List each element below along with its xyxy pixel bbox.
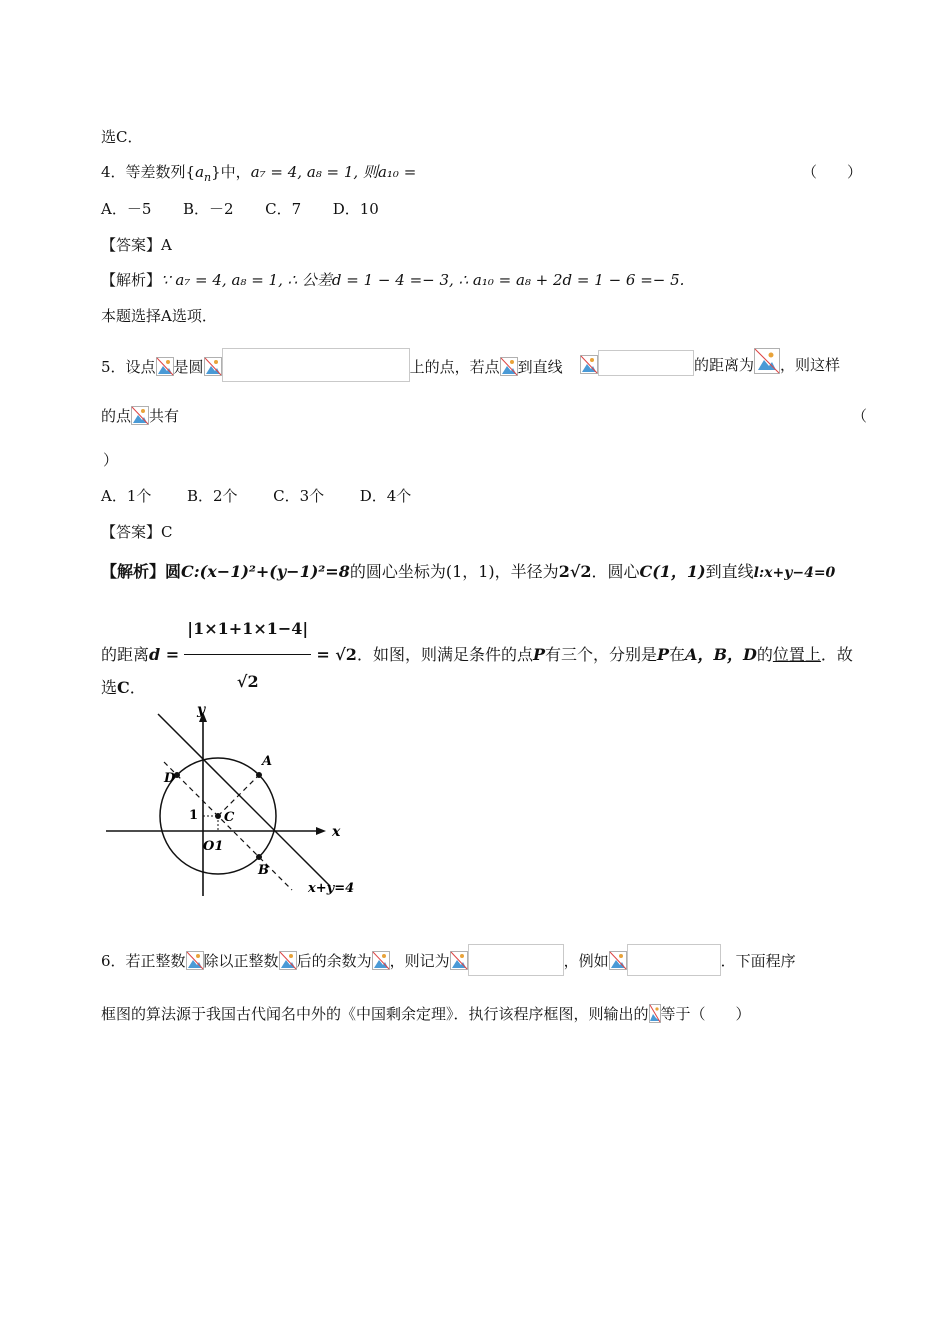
text: 除以正整数 [203, 952, 279, 970]
text: ．圆心 [591, 562, 640, 581]
analysis-label: 【解析】 [101, 271, 162, 289]
fraction-denominator: √2 [236, 672, 259, 691]
label-d: D [164, 771, 176, 786]
image-placeholder-box [468, 944, 564, 976]
question-5-analysis-line2 [101, 604, 853, 691]
text: 的距离为 [694, 356, 755, 374]
text: 4．等差数列{ [101, 163, 196, 181]
question-6-stem-line1 [101, 944, 796, 976]
broken-image-icon [649, 1004, 661, 1023]
text: 的距离 [101, 645, 150, 664]
math-line: l:x+y−4=0 [753, 565, 836, 581]
analysis-text: ∵ a₇ = 4, a₈ = 1, ∴ 公差d = 1 − 4 =− 3, ∴ a₁₀ = a₈ + 2d = 1 − 6 =− 5. [161, 271, 685, 289]
question-4-stem [101, 162, 416, 188]
label-x: x [332, 824, 341, 840]
answer-paren-open: （ [852, 407, 868, 425]
analysis-label: 【解析】 [101, 562, 166, 581]
broken-image-icon [131, 406, 149, 425]
text: 上的点，若点 [409, 358, 500, 376]
x-axis-arrow [316, 827, 326, 835]
text: 的圆心坐标为(1，1)，半径为 [349, 562, 559, 581]
math-center: C(1，1) [639, 562, 706, 581]
image-placeholder-box [598, 350, 694, 376]
text: 框图的算法源于我国古代闻名中外的《中国剩余定理》．执行该程序框图，则输出的 [101, 1005, 649, 1023]
option-d: D．4个 [359, 487, 412, 505]
math-d: d = [149, 645, 180, 664]
broken-image-icon [754, 348, 780, 374]
broken-image-icon [500, 357, 518, 376]
dashed-perpendicular [164, 762, 292, 890]
text: ．下面程序 [720, 952, 796, 970]
text: 在 [669, 645, 686, 664]
broken-image-icon [580, 355, 598, 374]
fraction-numerator: |1×1+1×1−4| [184, 604, 311, 655]
text: 到直线 [517, 358, 563, 376]
question-4-analysis [101, 270, 684, 290]
option-c: C．7 [265, 200, 302, 218]
coordinate-figure [100, 698, 360, 898]
question-5-stem-line1 [101, 348, 563, 382]
label-c: C [224, 810, 235, 825]
text: 共有 [149, 407, 180, 425]
text: 等于（ ） [660, 1005, 751, 1023]
answer-paren-close: ） [103, 451, 119, 469]
image-placeholder-box [222, 348, 410, 382]
option-c: C．3个 [273, 487, 325, 505]
math-var: a [195, 163, 205, 181]
math-radius: 2√2 [558, 562, 592, 581]
option-b: B．2个 [186, 487, 238, 505]
question-4-options [101, 199, 379, 219]
text: 5．设点 [101, 358, 156, 376]
point-a [256, 772, 262, 778]
text: 是圆 [173, 358, 204, 376]
label-o1: O1 [203, 839, 224, 854]
question-5-stem-line1b [580, 348, 840, 376]
question-4-conclusion: 本题选择A选项． [101, 307, 217, 325]
text: 的 [756, 645, 773, 664]
text: ．故 [820, 645, 853, 664]
text: 的点 [101, 407, 132, 425]
question-5-answer: 【答案】C [101, 523, 173, 541]
text: 有三个，分别是 [544, 645, 657, 664]
text: }中， [211, 163, 251, 181]
math-result: = √2 [316, 645, 357, 664]
label-y: y [197, 702, 206, 718]
option-b: B．－2 [182, 200, 234, 218]
broken-image-icon [450, 951, 468, 970]
text: 后的余数为 [296, 952, 372, 970]
text-underlined: 位置上 [772, 645, 821, 664]
text: ，则这样 [780, 356, 841, 374]
label-a: A [262, 754, 273, 769]
answer-paren: （ ） [802, 163, 863, 181]
text: 选 [101, 678, 118, 697]
question-5-analysis-line3 [101, 678, 146, 698]
text-line: 选C． [101, 128, 143, 146]
question-6-stem-line2 [101, 1004, 751, 1024]
broken-image-icon [279, 951, 297, 970]
label-line: x+y=4 [308, 881, 355, 896]
question-5-stem-line2 [101, 406, 179, 426]
image-placeholder-box [627, 944, 721, 976]
broken-image-icon [156, 357, 174, 376]
math-condition: a₇ = 4, a₈ = 1, 则a₁₀ = [250, 163, 417, 181]
text: ，例如 [563, 952, 609, 970]
broken-image-icon [372, 951, 390, 970]
text: 圆 [165, 562, 182, 581]
text: ，则记为 [389, 952, 450, 970]
text: 到直线 [705, 562, 754, 581]
question-5-analysis-line1 [101, 560, 835, 585]
math-circle-eq: C:(x−1)²+(y−1)²=8 [181, 562, 350, 581]
label-one: 1 [189, 808, 199, 823]
option-d: D．10 [332, 200, 379, 218]
math-P: P [657, 645, 670, 664]
math-P: P [532, 645, 545, 664]
fraction [184, 604, 311, 707]
math-sub: n [204, 171, 212, 184]
line-x-plus-y-4 [158, 714, 330, 886]
text: 6．若正整数 [101, 952, 186, 970]
option-a: A．1个 [101, 487, 152, 505]
text: ． [129, 678, 146, 697]
math-C: C [117, 678, 130, 697]
broken-image-icon [186, 951, 204, 970]
math-points: A，B，D [685, 645, 757, 664]
broken-image-icon [609, 951, 627, 970]
question-4-answer: 【答案】A [101, 236, 172, 254]
label-b: B [258, 863, 269, 878]
question-5-options [101, 486, 411, 506]
point-b [256, 854, 262, 860]
option-a: A．－5 [101, 200, 152, 218]
text: ．如图，则满足条件的点 [356, 645, 533, 664]
point-c [215, 813, 221, 819]
broken-image-icon [204, 357, 222, 376]
